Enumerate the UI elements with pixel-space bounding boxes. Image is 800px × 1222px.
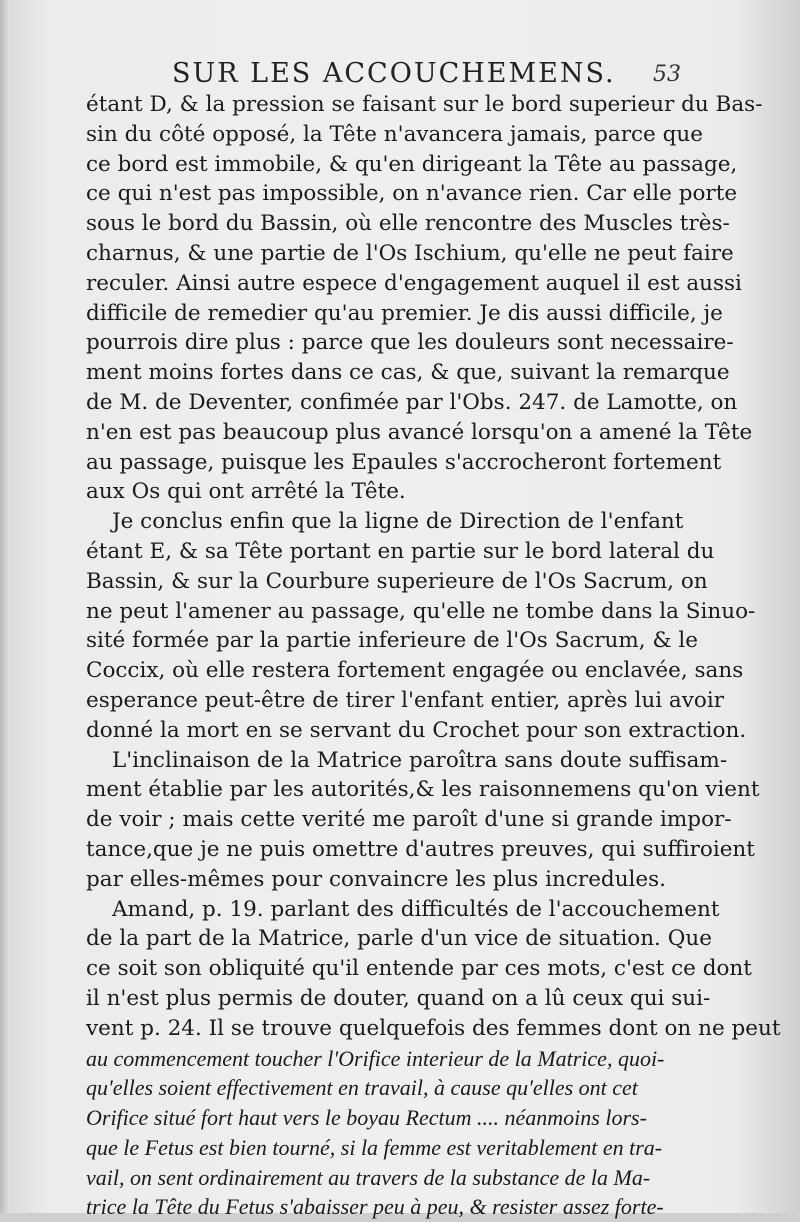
text-line: au passage, puisque les Epaules s'accrocheront fortement xyxy=(86,449,722,475)
text-line: tance,que je ne puis omettre d'autres preuves, qui suffiroient xyxy=(86,836,755,862)
text-line: difficile de remedier qu'au premier. Je dis aussi difficile, je xyxy=(86,300,723,326)
text-line: Orifice situé fort haut vers le boyau Rectum .... néanmoins lors- xyxy=(86,1105,647,1131)
text-line: étant E, & sa Tête portant en partie sur le bord lateral du xyxy=(86,538,715,564)
text-line: Je conclus enfin que la ligne de Direction de l'enfant xyxy=(112,509,684,535)
text-line: n'en est pas beaucoup plus avancé lorsqu'on a amené la Tête xyxy=(86,419,753,445)
text-line: L'inclinaison de la Matrice paroîtra sans doute suffisam- xyxy=(112,747,728,773)
text-line: sous le bord du Bassin, où elle rencontre des Muscles très- xyxy=(86,211,730,237)
text-line: que le Fetus est bien tourné, si la femme est veritablement en tra- xyxy=(86,1134,663,1160)
page-number: 53 xyxy=(653,62,681,87)
text-line: par elles-mêmes pour convaincre les plus incredules. xyxy=(86,866,667,892)
text-line: ce soit son obliquité qu'il entende par ces mots, c'est ce dont xyxy=(86,956,752,982)
text-line: sité formée par la partie inferieure de l'Os Sacrum, & le xyxy=(86,628,699,654)
text-line: ce qui n'est pas impossible, on n'avance rien. Car elle porte xyxy=(86,181,738,207)
text-line: ce bord est immobile, & qu'en dirigeant la Tête au passage, xyxy=(86,151,738,177)
text-line: reculer. Ainsi autre espece d'engagement auquel il est aussi xyxy=(86,270,742,296)
running-title: SUR LES ACCOUCHEMENS. xyxy=(172,58,616,89)
text-line: de voir ; mais cette verité me paroît d'une si grande impor- xyxy=(86,807,732,833)
text-line: ment établie par les autorités,& les raisonnemens qu'on vient xyxy=(86,777,760,803)
text-line: Amand, p. 19. parlant des difficultés de l'accouchement xyxy=(112,896,720,922)
page-edge xyxy=(0,0,10,1213)
text-line: sin du côté opposé, la Tête n'avancera jamais, parce que xyxy=(86,121,703,147)
text-line: de la part de la Matrice, parle d'un vice de situation. Que xyxy=(86,926,712,952)
text-line: qu'elles soient effectivement en travail, à cause qu'elles ont cet xyxy=(86,1075,638,1101)
text-line: étant D, & la pression se faisant sur le bord superieur du Bas- xyxy=(86,92,763,117)
text-line: vent p. 24. Il se trouve quelquefois des femmes dont on ne peut xyxy=(86,1015,781,1041)
text-line: ment moins fortes dans ce cas, & que, suivant la remarque xyxy=(86,360,730,386)
body-text xyxy=(86,90,781,1222)
text-line: vail, on sent ordinairement au travers de la substance de la Ma- xyxy=(86,1164,651,1190)
text-line: aux Os qui ont arrêté la Tête. xyxy=(86,479,406,505)
text-line: Coccix, où elle restera fortement engagée ou enclavée, sans xyxy=(86,658,744,684)
text-line: ne peut l'amener au passage, qu'elle ne tombe dans la Sinuo- xyxy=(86,598,756,624)
page-header xyxy=(0,58,800,92)
text-line: esperance peut-être de tirer l'enfant entier, après lui avoir xyxy=(86,687,724,713)
text-line: charnus, & une partie de l'Os Ischium, qu'elle ne peut faire xyxy=(86,240,734,266)
text-line: pourrois dire plus : parce que les douleurs sont necessaire- xyxy=(86,330,734,356)
text-line: donné la mort en se servant du Crochet pour son extraction. xyxy=(86,717,747,743)
text-line: au commencement toucher l'Orifice interieur de la Matrice, quoi- xyxy=(86,1045,665,1071)
text-line: Bassin, & sur la Courbure superieure de l'Os Sacrum, on xyxy=(86,568,708,594)
text-line: de M. de Deventer, confimée par l'Obs. 247. de Lamotte, on xyxy=(86,389,738,415)
text-line: trice la Tête du Fetus s'abaisser peu à peu, & resister assez forte- xyxy=(86,1194,664,1220)
text-line: il n'est plus permis de douter, quand on a lû ceux qui sui- xyxy=(86,985,711,1011)
